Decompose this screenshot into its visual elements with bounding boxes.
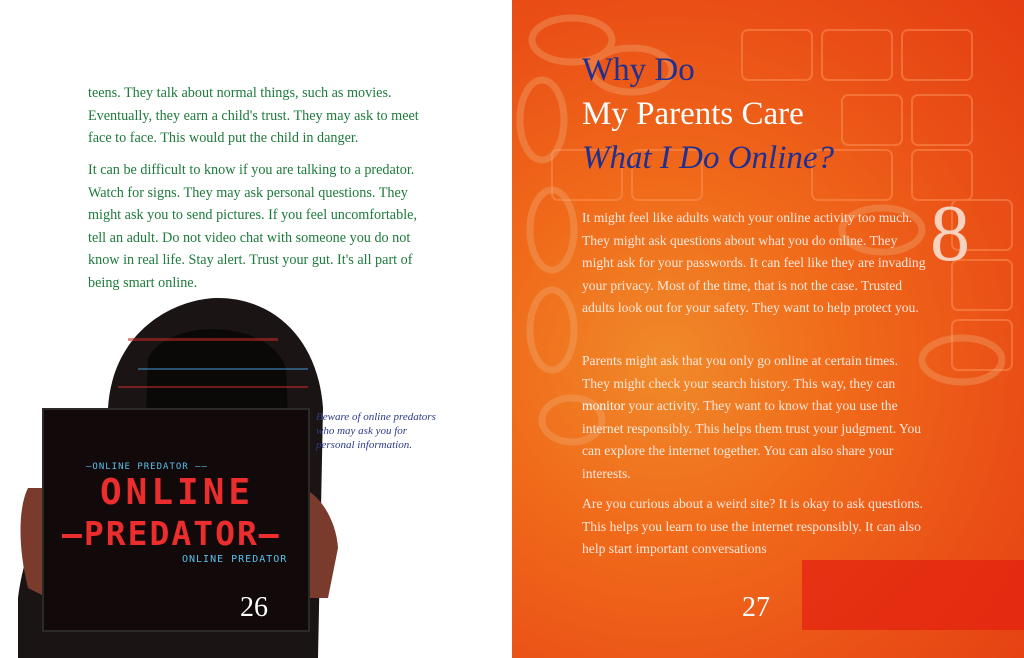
left-paragraph-2: It can be difficult to know if you are talking to a predator. Watch for signs. They may ask personal questions. They might ask you to send pictures. If you feel uncomfortable, tell an adult. Do not video chat with someone you do not know in real life. Stay alert. Trust your gut. It's all part of being smart online. xyxy=(88,162,417,291)
left-paragraph-1: teens. They talk about normal things, such as movies. Eventually, they earn a child's trust. They may ask to meet face to face. This would put the child in danger. xyxy=(88,85,419,146)
chapter-title-line-3: What I Do Online? xyxy=(582,140,835,176)
screen-text-predator: ‒PREDATOR‒ xyxy=(62,514,281,553)
screen-text-small-top: ‒ONLINE PREDATOR ‒‒ xyxy=(86,462,208,472)
right-paragraph-3: Are you curious about a weird site? It is okay to ask questions. This helps you learn to use the internet responsibly. It can also help start important conversations xyxy=(582,496,923,556)
right-paragraph-1: It might feel like adults watch your online activity too much. They might ask questions about what you do online. They might ask for your passwords. It can feel like they are invading your privacy. Most of the time, that is not the case. Trusted adults look out for your safety. They want to help protect you. xyxy=(582,210,926,315)
right-page xyxy=(512,0,1024,658)
chapter-number: 8 xyxy=(930,190,970,278)
page-number-right: 27 xyxy=(742,592,770,623)
chapter-title-line-2: My Parents Care xyxy=(582,96,804,132)
screen-text-online: ONLINE xyxy=(100,472,255,513)
right-paragraph-2-start: Parents might ask that you only go online at certain times. They might check your search history. This way, they can xyxy=(582,353,898,391)
right-paragraph-2 xyxy=(582,350,927,485)
image-caption: Beware of online predators who may ask you for personal information. xyxy=(316,411,436,451)
chapter-title-line-1: Why Do xyxy=(582,52,695,88)
right-paragraph-2-end: your activity. They want to know that you use the internet responsibly. This helps them trust your judgment. You can explore the internet together. You can also share your interests. xyxy=(582,398,922,481)
page-number-left: 26 xyxy=(240,592,268,623)
glossary-term-monitor: monitor xyxy=(582,398,626,413)
screen-text-small-bottom: ONLINE PREDATOR xyxy=(182,554,288,565)
